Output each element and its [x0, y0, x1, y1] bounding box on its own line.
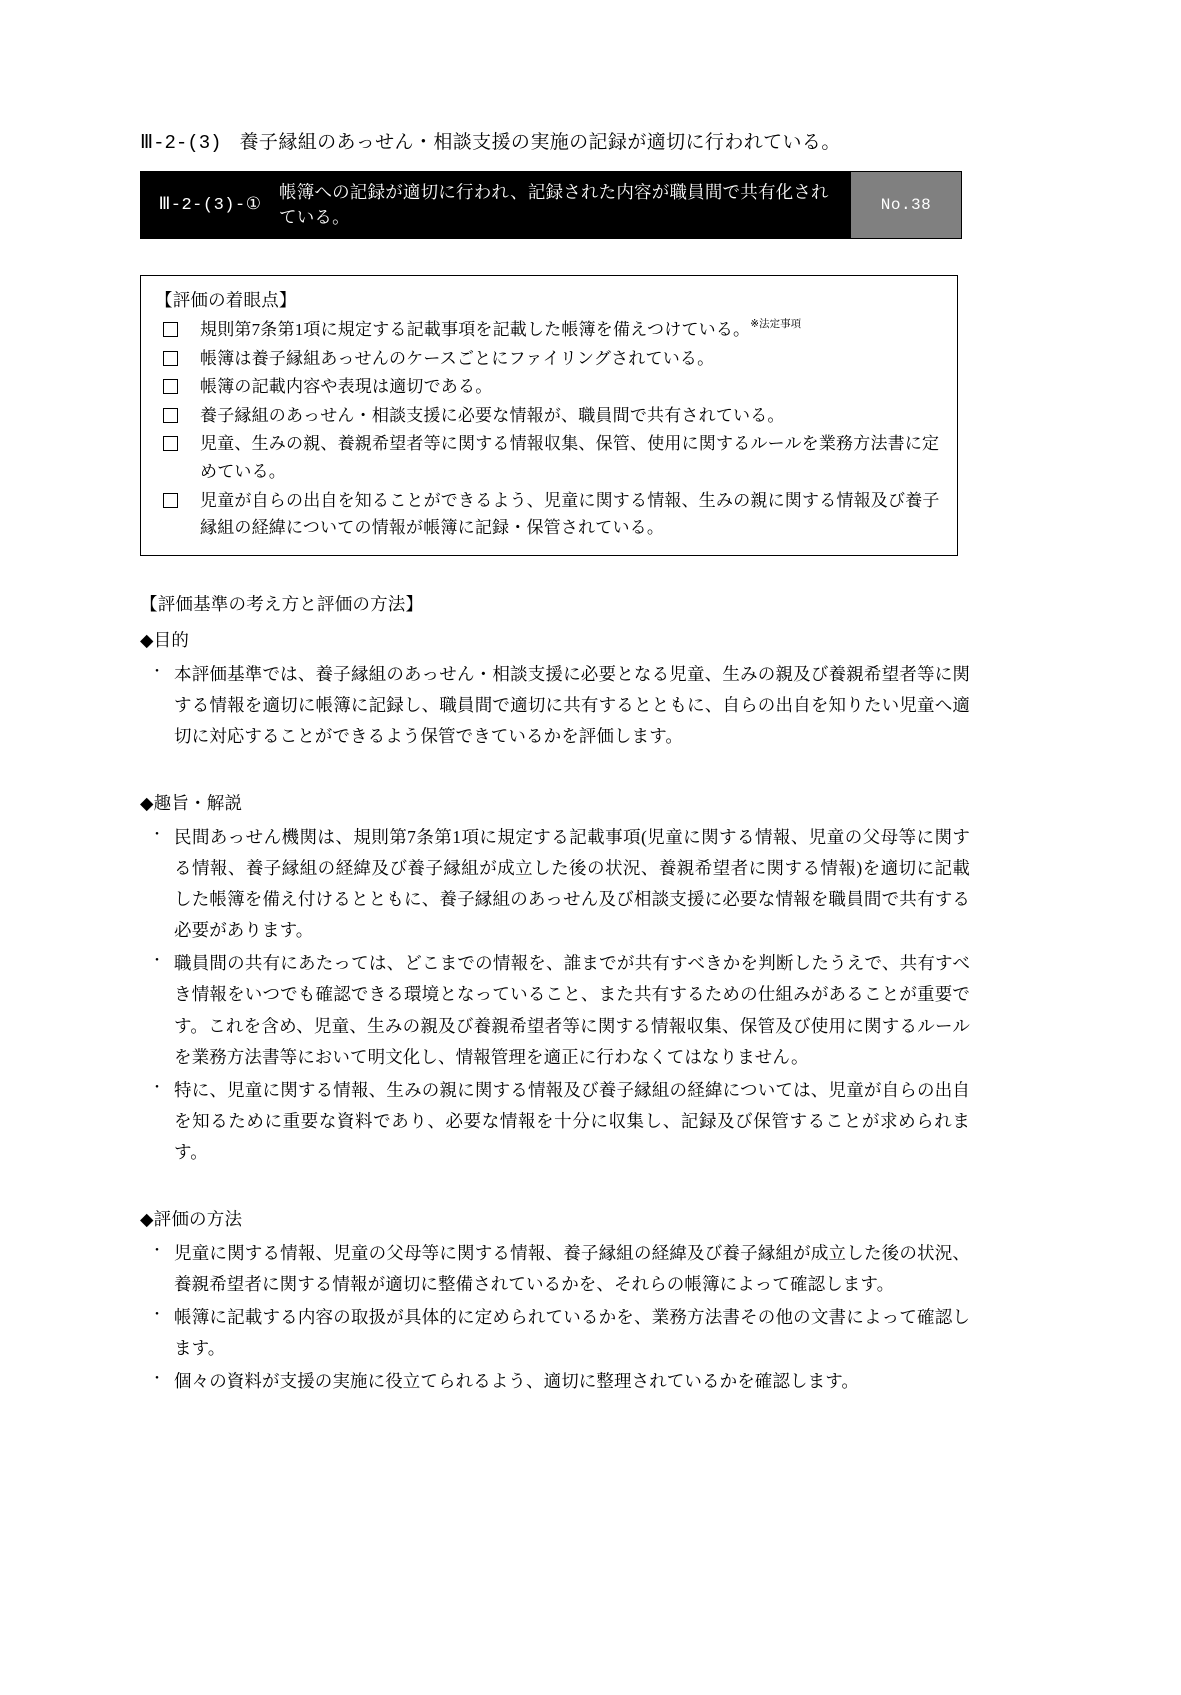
- checkpoint-label: 児童が自らの出自を知ることができるよう、児童に関する情報、生みの親に関する情報及び養子縁組の経緯についての情報が帳簿に記録・保管されている。: [200, 490, 940, 538]
- purpose-bullets: [140, 659, 970, 752]
- method-heading: ◆評価の方法: [140, 1209, 243, 1230]
- criterion-id: Ⅲ-2-(3)-①: [158, 196, 262, 216]
- checkpoint-item: [155, 402, 943, 430]
- checkpoint-note: ※法定事項: [750, 319, 802, 331]
- checkbox-icon[interactable]: [163, 322, 178, 337]
- criteria-section: [140, 590, 970, 1398]
- list-item: [140, 1366, 970, 1397]
- checkbox-icon[interactable]: [163, 436, 178, 451]
- checkbox-icon[interactable]: [163, 493, 178, 508]
- list-item-text: 職員間の共有にあたっては、どこまでの情報を、誰までが共有すべきかを判断したうえで、共有すべき情報をいつでも確認できる環境となっていること、また共有するための仕組みがあることが重要です。これを含め、児童、生みの親及び養親希望者等に関する情報収集、保管及び使用に関するルールを業務方法書等において明文化し、情報管理を適正に行わなくてはなりません。: [174, 953, 970, 1067]
- page-content: [140, 130, 970, 1398]
- list-item-text: 民間あっせん機関は、規則第7条第1項に規定する記載事項(児童に関する情報、児童の父母等に関する情報、養子縁組の経緯及び養子縁組が成立した後の状況、養親希望者に関する情報)を適切に記載した帳簿を備え付けるとともに、養子縁組のあっせん及び相談支援に必要な情報を職員間で共有する必要があります。: [174, 826, 970, 941]
- bullet-icon: ・: [149, 827, 165, 843]
- checkbox-icon[interactable]: [163, 408, 178, 423]
- criterion-number-badge: No.38: [851, 172, 961, 239]
- bullet-icon: ・: [149, 954, 165, 970]
- bullet-icon: ・: [149, 1243, 165, 1259]
- purpose-heading: ◆目的: [140, 630, 190, 651]
- criterion-banner: [140, 171, 962, 240]
- checkpoint-item: [155, 316, 943, 344]
- checkpoint-label: 養子縁組のあっせん・相談支援に必要な情報が、職員間で共有されている。: [200, 405, 785, 425]
- criterion-text: 帳簿への記録が適切に行われ、記録された内容が職員間で共有化されている。: [279, 181, 829, 227]
- spacer: [140, 1168, 970, 1198]
- spacer: [140, 752, 970, 782]
- checkbox-icon[interactable]: [163, 379, 178, 394]
- bullet-icon: ・: [149, 1308, 165, 1324]
- criteria-label: 【評価基準の考え方と評価の方法】: [140, 593, 424, 614]
- checkpoint-label: 児童、生みの親、養親希望者等に関する情報収集、保管、使用に関するルールを業務方法書に定めている。: [200, 434, 940, 481]
- checkpoint-item: [155, 345, 943, 373]
- evaluation-points-title: 【評価の着眼点】: [155, 290, 297, 311]
- list-item: [140, 1238, 970, 1300]
- bullet-icon: ・: [149, 1372, 165, 1388]
- overview-bullets: [140, 822, 970, 1169]
- checkpoint-label: 帳簿の記載内容や表現は適切である。: [200, 377, 493, 397]
- list-item-text: 本評価基準では、養子縁組のあっせん・相談支援に必要となる児童、生みの親及び養親希望者等に関する情報を適切に帳簿に記録し、職員間で適切に共有するとともに、自らの出自を知りたい児童へ適切に対応することができるよう保管できているかを評価します。: [174, 663, 970, 747]
- list-item: [140, 1302, 970, 1364]
- list-item: [140, 659, 970, 752]
- bullet-icon: ・: [149, 1080, 165, 1096]
- checkpoint-label: 規則第7条第1項に規定する記載事項を記載した帳簿を備えつけている。$^{※法定事項}$: [200, 319, 802, 340]
- checkpoint-label: 帳簿は養子縁組あっせんのケースごとにファイリングされている。: [200, 348, 715, 368]
- list-item: [140, 948, 970, 1073]
- bullet-icon: ・: [149, 664, 165, 680]
- section-title: 養子縁組のあっせん・相談支援の実施の記録が適切に行われている。: [239, 132, 841, 153]
- section-number: Ⅲ-2-(3): [140, 132, 222, 154]
- checkbox-icon[interactable]: [163, 351, 178, 366]
- list-item-text: 児童に関する情報、児童の父母等に関する情報、養子縁組の経緯及び養子縁組が成立した後の状況、養親希望者に関する情報が適切に整備されているかを、それらの帳簿によって確認します。: [174, 1242, 970, 1294]
- section-heading: [140, 130, 970, 157]
- checkpoint-item: [155, 487, 943, 542]
- list-item-text: 個々の資料が支援の実施に役立てられるよう、適切に整理されているかを確認します。: [174, 1371, 859, 1392]
- method-bullets: [140, 1238, 970, 1398]
- list-item-text: 帳簿に記載する内容の取扱が具体的に定められているかを、業務方法書その他の文書によって確認します。: [174, 1307, 970, 1359]
- overview-heading: ◆趣旨・解説: [140, 793, 243, 814]
- list-item-text: 特に、児童に関する情報、生みの親に関する情報及び養子縁組の経緯については、児童が自らの出自を知るために重要な資料であり、必要な情報を十分に収集し、記録及び保管することが求められます。: [174, 1079, 970, 1163]
- checkpoint-item: [155, 373, 943, 401]
- checkpoint-item: [155, 430, 943, 485]
- list-item: [140, 1075, 970, 1168]
- evaluation-points-panel: [140, 275, 958, 555]
- list-item: [140, 822, 970, 947]
